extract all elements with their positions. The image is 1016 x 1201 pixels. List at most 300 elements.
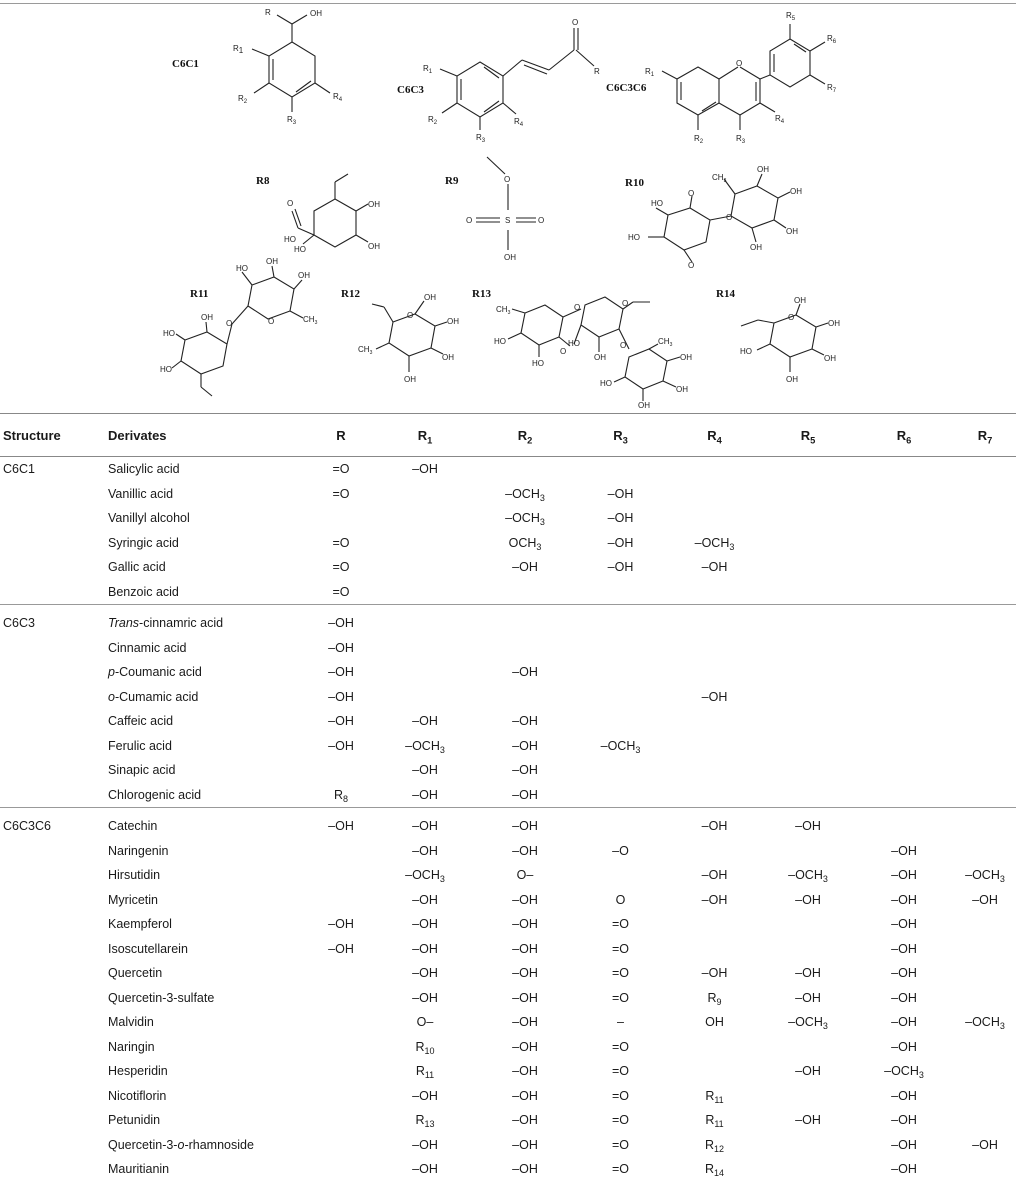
structure-cell xyxy=(0,1059,108,1084)
structure-cell xyxy=(0,482,108,507)
substituent-cell xyxy=(574,611,667,636)
substituent-cell xyxy=(308,863,374,888)
derivate-name-cell: Vanillyl alcohol xyxy=(108,511,190,526)
substituent-cell: –OH xyxy=(512,560,538,575)
svg-text:OH: OH xyxy=(676,385,688,394)
substituent-cell: –OH xyxy=(891,966,917,981)
substituent-cell: –OH xyxy=(512,990,538,1005)
svg-text:R4: $R_4$ xyxy=(775,114,785,125)
substituent-cell: –OH xyxy=(512,966,538,981)
substituent-cell xyxy=(374,636,476,661)
substituent-cell xyxy=(667,912,762,937)
substituent-cell: –OH xyxy=(891,1039,917,1054)
subscript: 3 xyxy=(635,744,641,755)
svg-text:OH: OH xyxy=(266,257,278,266)
svg-text:R: R xyxy=(594,67,600,76)
header-r5-sub: 5 xyxy=(810,434,816,445)
header-r2: $R_2$ xyxy=(476,414,574,457)
svg-text:HO: HO xyxy=(160,365,172,374)
derivate-name-cell: Gallic acid xyxy=(108,560,166,575)
substituent-cell xyxy=(308,1059,374,1084)
substituent-cell xyxy=(954,1157,1016,1182)
derivate-name-cell: Syringic acid xyxy=(108,535,179,550)
substituent-cell xyxy=(574,685,667,710)
substituent-cell: –OH xyxy=(795,990,821,1005)
header-r6: $R_6$ xyxy=(854,414,954,457)
substituent-cell: –OH xyxy=(412,819,438,834)
svg-text:OH: OH xyxy=(750,243,762,252)
svg-text:R1: $R_1$ xyxy=(423,64,433,75)
svg-text:R3: $R_3$ xyxy=(287,115,297,126)
substituent-cell: –OH xyxy=(701,819,728,834)
r12-structure xyxy=(341,288,459,384)
label-c6c3c6: C6C3C6 xyxy=(606,82,647,94)
structure-cell xyxy=(0,986,108,1011)
derivate-name-cell: Trans-cinnamric acid xyxy=(108,616,224,631)
table-row xyxy=(0,1010,1016,1035)
substituent-cell: –OH xyxy=(795,1064,821,1079)
subscript: 14 xyxy=(714,1168,725,1179)
substituent-cell xyxy=(374,685,476,710)
header-r: R xyxy=(308,414,374,457)
derivate-name-cell: o-Cumamic acid xyxy=(108,689,199,704)
svg-text:R2: $R_2$ xyxy=(428,115,438,126)
substituent-cell: =O xyxy=(611,1137,630,1152)
substituent-cell xyxy=(308,1157,374,1182)
table-row xyxy=(0,555,1016,580)
italic-prefix: Trans xyxy=(108,616,140,631)
substituent-cell xyxy=(762,685,854,710)
header-r3: $R_3$ xyxy=(574,414,667,457)
substituent-cell xyxy=(762,482,854,507)
substituent-cell xyxy=(308,1108,374,1133)
svg-text:HO: HO xyxy=(284,235,296,244)
substituent-cell: $R_{10}$ xyxy=(415,1039,435,1056)
svg-text:HO: HO xyxy=(163,329,175,338)
svg-text:OH: OH xyxy=(310,9,322,18)
substituent-cell: O– xyxy=(416,1015,434,1030)
substituent-cell: –OH xyxy=(412,1162,438,1177)
substituent-cell xyxy=(762,457,854,482)
svg-text:O: O xyxy=(622,299,629,308)
svg-text:OH: OH xyxy=(504,253,516,262)
substituent-cell: –OH xyxy=(891,941,917,956)
substituent-cell: –OH xyxy=(891,1137,917,1152)
substituent-cell: –OH xyxy=(512,843,538,858)
substituent-cell: $-OCH_3$ xyxy=(788,1015,828,1032)
table-row xyxy=(0,839,1016,864)
substituent-cell xyxy=(854,636,954,661)
svg-text:R1: $R_1$ xyxy=(645,67,655,78)
substituent-cell xyxy=(854,482,954,507)
structure-cell xyxy=(0,709,108,734)
structure-cell: C6C3C6 xyxy=(3,819,51,834)
substituent-cell: O– xyxy=(516,868,534,883)
substituent-cell xyxy=(954,783,1016,808)
substituent-cell xyxy=(762,660,854,685)
header-r4: $R_4$ xyxy=(667,414,762,457)
substituent-cell xyxy=(762,580,854,605)
substituent-cell: –OH xyxy=(701,892,728,907)
svg-text:R4: $R_4$ xyxy=(514,117,524,128)
table-row xyxy=(0,912,1016,937)
substituent-cell: –OH xyxy=(891,868,917,883)
substituent-cell xyxy=(308,1133,374,1158)
substituent-cell: –OH xyxy=(891,990,917,1005)
substituent-cell xyxy=(854,758,954,783)
label-r12: R12 xyxy=(341,288,360,300)
substituent-cell: –OH xyxy=(891,1162,917,1177)
c6c3-structure xyxy=(397,18,600,144)
substituent-cell xyxy=(308,839,374,864)
svg-text:OH: OH xyxy=(790,187,802,196)
substituent-cell xyxy=(854,783,954,808)
substituent-cell: $-OCH_3$ xyxy=(788,868,828,885)
substituent-cell xyxy=(954,839,1016,864)
substituent-cell xyxy=(854,734,954,759)
header-r1: $R_1$ xyxy=(374,414,476,457)
substituent-cell: –OH xyxy=(412,1137,438,1152)
substituent-cell: $-OCH_3$ xyxy=(405,868,445,885)
header-r7-sub: 7 xyxy=(987,434,993,445)
svg-text:OH: OH xyxy=(828,319,840,328)
table-body xyxy=(0,457,1016,1182)
substituent-cell xyxy=(954,814,1016,839)
derivate-name-cell: Malvidin xyxy=(108,1015,154,1030)
substituent-cell: –OH xyxy=(701,560,728,575)
substituent-cell xyxy=(854,555,954,580)
svg-text:S: S xyxy=(505,216,511,225)
substituent-cell: –OH xyxy=(512,917,538,932)
svg-text:HO: HO xyxy=(568,339,580,348)
header-r2-sub: 2 xyxy=(527,434,533,445)
italic-prefix: p xyxy=(108,665,115,680)
substituent-cell: –OH xyxy=(607,560,634,575)
substituent-cell: –OH xyxy=(607,511,634,526)
svg-text:O: O xyxy=(726,213,733,222)
substituent-cell: $R_9$ xyxy=(707,990,722,1007)
substituent-cell xyxy=(308,506,374,531)
substituent-cell: –OH xyxy=(412,941,438,956)
r14-structure xyxy=(716,288,840,384)
subscript: 3 xyxy=(439,744,445,755)
table-row xyxy=(0,863,1016,888)
c6c3c6-structure xyxy=(606,11,837,145)
svg-text:HO: HO xyxy=(600,379,612,388)
substituent-cell: –OH xyxy=(701,868,728,883)
derivate-name-cell: Quercetin xyxy=(108,966,163,981)
derivatives-table xyxy=(0,413,1016,1182)
derivate-name-cell: Chlorogenic acid xyxy=(108,783,308,808)
substituent-cell: –OH xyxy=(795,1113,821,1128)
substituent-cell xyxy=(308,758,374,783)
svg-text:O: O xyxy=(560,347,567,356)
svg-text:O: O xyxy=(736,59,743,68)
substituent-cell xyxy=(374,482,476,507)
table-row xyxy=(0,986,1016,1011)
derivate-name-cell: Quercetin-3-o-rhamnoside xyxy=(108,1137,254,1152)
r8-structure xyxy=(256,174,380,254)
structure-cell xyxy=(0,580,108,605)
substituent-cell xyxy=(762,531,854,556)
subscript: 3 xyxy=(536,541,542,552)
svg-text:R5: $R_5$ xyxy=(786,11,796,22)
substituent-cell xyxy=(667,611,762,636)
substituent-cell: =O xyxy=(611,1088,630,1103)
substituent-cell xyxy=(574,457,667,482)
label-r11: R11 xyxy=(190,288,209,300)
table-row xyxy=(0,580,1016,605)
substituent-cell xyxy=(308,1010,374,1035)
substituent-cell xyxy=(667,734,762,759)
derivate-name-cell: Kaempferol xyxy=(108,917,172,932)
label-c6c3: C6C3 xyxy=(397,84,424,96)
structure-cell xyxy=(0,531,108,556)
substituent-cell: $R_{13}$ xyxy=(415,1113,435,1130)
substituent-cell xyxy=(574,758,667,783)
substituent-cell xyxy=(854,814,954,839)
substituent-cell xyxy=(854,685,954,710)
chemical-structures-svg xyxy=(0,4,1016,408)
structure-cell xyxy=(0,1108,108,1133)
substituent-cell: –OH xyxy=(328,689,354,704)
svg-text:O: O xyxy=(504,175,511,184)
derivate-name-cell: Sinapic acid xyxy=(108,763,176,778)
substituent-cell: –OH xyxy=(795,819,821,834)
substituent-cell xyxy=(762,1084,854,1109)
substituent-cell: –OH xyxy=(701,689,728,704)
svg-text:R2: $R_2$ xyxy=(238,94,248,105)
substituent-cell: =O xyxy=(611,966,630,981)
substituent-cell: –OH xyxy=(891,917,917,932)
substituent-cell: –OH xyxy=(328,714,354,729)
substituent-cell: –OH xyxy=(891,892,917,907)
svg-text:OH: OH xyxy=(404,375,416,384)
r11-structure xyxy=(160,257,318,396)
substituent-cell: =O xyxy=(611,1064,630,1079)
subscript: 3 xyxy=(999,874,1005,885)
substituent-cell: –OH xyxy=(972,1137,998,1152)
substituent-cell xyxy=(762,1035,854,1060)
italic-prefix: o xyxy=(177,1137,185,1152)
substituent-cell xyxy=(854,709,954,734)
substituent-cell xyxy=(954,709,1016,734)
svg-text:O: O xyxy=(407,311,414,320)
svg-text:OH: OH xyxy=(680,353,692,362)
substituent-cell: –OH xyxy=(412,990,438,1005)
substituent-cell xyxy=(308,1035,374,1060)
structure-cell xyxy=(0,937,108,962)
structures-figure xyxy=(0,4,1016,408)
subscript: 11 xyxy=(714,1094,724,1105)
structure-cell xyxy=(0,685,108,710)
structure-cell xyxy=(0,912,108,937)
substituent-cell: –OH xyxy=(972,892,998,907)
substituent-cell: –OH xyxy=(607,486,634,501)
substituent-cell: –OH xyxy=(328,819,354,834)
substituent-cell xyxy=(374,580,476,605)
table-row xyxy=(0,1035,1016,1060)
derivate-name-cell: Nicotiflorin xyxy=(108,1088,167,1103)
substituent-cell xyxy=(574,660,667,685)
header-r7: $R_7$ xyxy=(954,414,1016,457)
substituent-cell: –OH xyxy=(412,714,438,729)
label-r10: R10 xyxy=(625,177,644,189)
svg-text:O: O xyxy=(466,216,473,225)
substituent-cell: =O xyxy=(332,462,350,477)
subscript: 11 xyxy=(714,1119,724,1130)
substituent-cell xyxy=(476,636,574,661)
svg-text:HO: HO xyxy=(494,337,506,346)
derivate-name-cell: Vanillic acid xyxy=(108,486,174,501)
svg-text:OH: OH xyxy=(368,242,380,251)
substituent-cell xyxy=(854,457,954,482)
substituent-cell xyxy=(762,709,854,734)
svg-text:HO: HO xyxy=(294,245,306,254)
substituent-cell: –OH xyxy=(328,616,354,631)
subscript: 3 xyxy=(539,492,545,503)
table-row xyxy=(0,457,1016,482)
substituent-cell: =O xyxy=(308,580,374,605)
header-structure: Structure xyxy=(0,414,108,457)
substituent-cell: =O xyxy=(332,560,350,575)
svg-text:O: O xyxy=(268,317,275,326)
derivate-name-cell: Myricetin xyxy=(108,892,159,907)
substituent-cell: –OH xyxy=(412,892,438,907)
substituent-cell xyxy=(762,636,854,661)
subscript: 3 xyxy=(439,874,445,885)
substituent-cell xyxy=(954,1108,1016,1133)
svg-text:R4: $R_4$ xyxy=(333,92,343,103)
substituent-cell: $OCH_3$ xyxy=(508,535,542,552)
structure-cell xyxy=(0,863,108,888)
header-r1-sub: 1 xyxy=(427,434,433,445)
substituent-cell: $-OCH_3$ xyxy=(694,535,735,552)
substituent-cell xyxy=(954,961,1016,986)
substituent-cell: =O xyxy=(332,486,350,501)
table-row xyxy=(0,1059,1016,1084)
substituent-cell xyxy=(762,555,854,580)
svg-text:HO: HO xyxy=(532,359,544,368)
substituent-cell xyxy=(954,611,1016,636)
substituent-cell: –OH xyxy=(891,1015,917,1030)
c6c1-structure xyxy=(172,8,343,126)
substituent-cell: $R_{11}$ xyxy=(415,1064,435,1081)
structure-cell xyxy=(0,1010,108,1035)
r13-structure xyxy=(472,288,692,408)
substituent-cell xyxy=(667,758,762,783)
substituent-cell: –O xyxy=(612,843,629,858)
substituent-cell xyxy=(762,912,854,937)
substituent-cell: –OH xyxy=(512,763,538,778)
substituent-cell xyxy=(667,482,762,507)
structure-cell xyxy=(0,636,108,661)
substituent-cell xyxy=(954,937,1016,962)
subscript: 3 xyxy=(822,1021,828,1032)
substituent-cell xyxy=(574,783,667,808)
svg-text:OH: OH xyxy=(424,293,436,302)
substituent-cell xyxy=(954,734,1016,759)
table-header-row xyxy=(0,414,1016,457)
substituent-cell xyxy=(854,506,954,531)
table-row xyxy=(0,506,1016,531)
derivate-name-cell: Cinnamic acid xyxy=(108,640,187,655)
svg-text:OH: OH xyxy=(757,165,769,174)
substituent-cell xyxy=(954,636,1016,661)
substituent-cell: –OH xyxy=(512,738,538,753)
substituent-cell: –OH xyxy=(412,462,438,477)
table-row xyxy=(0,660,1016,685)
svg-text:CH3: $CH_3$ xyxy=(303,315,318,326)
table-row xyxy=(0,814,1016,839)
table-row xyxy=(0,482,1016,507)
derivate-name-cell: Caffeic acid xyxy=(108,714,174,729)
substituent-cell: –OH xyxy=(607,535,634,550)
substituent-cell: =O xyxy=(611,990,630,1005)
label-r13: R13 xyxy=(472,288,491,300)
table-row xyxy=(0,1084,1016,1109)
substituent-cell: –OH xyxy=(328,738,354,753)
table-row xyxy=(0,1133,1016,1158)
substituent-cell xyxy=(374,506,476,531)
header-r4-sub: 4 xyxy=(716,434,722,445)
derivate-name-cell: Quercetin-3-sulfate xyxy=(108,990,215,1005)
svg-text:R: R xyxy=(265,8,271,17)
structure-cell xyxy=(0,506,108,531)
substituent-cell: –OH xyxy=(412,966,438,981)
substituent-cell: $-OCH_3$ xyxy=(600,738,641,755)
subscript: 3 xyxy=(822,874,828,885)
substituent-cell xyxy=(762,937,854,962)
subscript: 3 xyxy=(999,1021,1005,1032)
substituent-cell xyxy=(374,555,476,580)
svg-text:HO: HO xyxy=(651,199,663,208)
substituent-cell xyxy=(667,709,762,734)
svg-text:R1: R1 xyxy=(233,44,244,55)
substituent-cell: =O xyxy=(611,1113,630,1128)
table-row xyxy=(0,685,1016,710)
svg-text:O: O xyxy=(688,261,695,270)
derivate-name-cell: Hirsutidin xyxy=(108,868,161,883)
table-row xyxy=(0,937,1016,962)
substituent-cell: $R_{12}$ xyxy=(704,1137,725,1154)
derivate-name-cell: Isoscutellarein xyxy=(108,941,188,956)
substituent-cell xyxy=(374,660,476,685)
svg-text:R3: $R_3$ xyxy=(476,133,486,144)
substituent-cell xyxy=(954,758,1016,783)
substituent-cell: –OH xyxy=(512,1039,538,1054)
substituent-cell: –OH xyxy=(374,783,476,808)
substituent-cell xyxy=(762,839,854,864)
substituent-cell: =O xyxy=(611,941,630,956)
substituent-cell xyxy=(954,482,1016,507)
substituent-cell: –OH xyxy=(328,665,354,680)
substituent-cell xyxy=(954,685,1016,710)
substituent-cell xyxy=(308,888,374,913)
substituent-cell xyxy=(374,531,476,556)
substituent-cell xyxy=(954,660,1016,685)
structure-cell xyxy=(0,888,108,913)
substituent-cell xyxy=(308,986,374,1011)
substituent-cell xyxy=(476,457,574,482)
substituent-cell xyxy=(954,555,1016,580)
table-row xyxy=(0,636,1016,661)
header-r3-sub: 3 xyxy=(622,434,628,445)
svg-text:HO: HO xyxy=(628,233,640,242)
structure-cell xyxy=(0,555,108,580)
derivate-name-cell: Naringenin xyxy=(108,843,169,858)
svg-text:OH: OH xyxy=(786,227,798,236)
